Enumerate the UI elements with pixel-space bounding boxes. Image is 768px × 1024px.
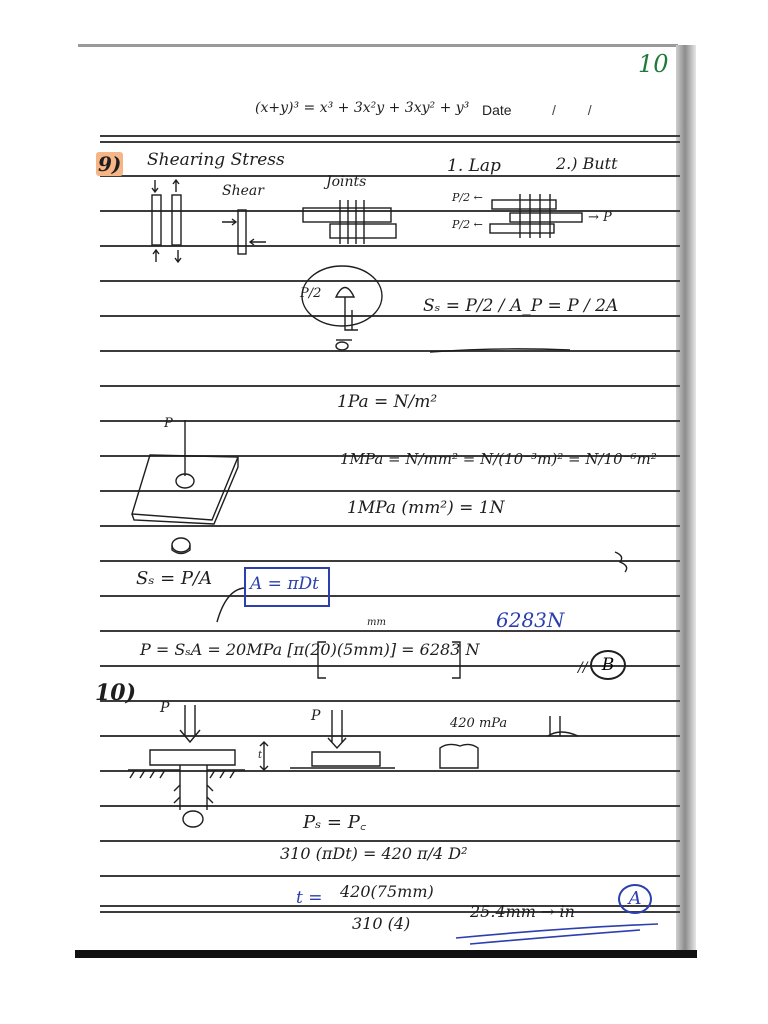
page-number: 10 — [638, 50, 669, 78]
thickness-result: 25.4mm → in — [470, 902, 575, 921]
megapascal-newton: 1MPa (mm²) = 1N — [347, 498, 505, 518]
answer-value: 6283N — [496, 608, 565, 632]
butt-force-right: → P — [588, 210, 612, 225]
stress-label: 420 mPa — [450, 716, 508, 731]
lap-force-bottom: P/2 ← — [452, 218, 483, 231]
shear-stress-formula: Sₛ = P/2 / A_P = P / 2A — [423, 296, 619, 316]
date-label: Date — [482, 102, 512, 118]
binomial-formula: (x+y)³ = x³ + 3x²y + 3xy² + y³ — [255, 100, 470, 116]
answer-letter-b: B — [601, 655, 615, 675]
punch-force-mid: P — [311, 708, 321, 724]
mm-note: mm — [367, 617, 386, 628]
date-slashes: / / — [552, 102, 606, 118]
thickness-mark: t — [258, 750, 263, 761]
pascal-definition: 1Pa = N/m² — [337, 392, 438, 412]
thickness-denominator: 310 (4) — [352, 914, 411, 933]
rivet-force-label: P/2 — [300, 286, 322, 301]
plate-force-label: P — [164, 416, 173, 431]
problem-9-title: Shearing Stress — [147, 150, 285, 170]
punch-force-left: P — [160, 700, 170, 716]
answer-circle-a — [618, 884, 652, 914]
force-equality: Pₛ = P꜀ — [303, 812, 367, 833]
lap-label: 1. Lap — [447, 156, 501, 176]
shear-stress-area: Sₛ = P/A — [136, 568, 213, 589]
problem-10-number: 10) — [95, 680, 137, 706]
joints-label: Joints — [326, 174, 367, 190]
answer-slashes: // — [578, 660, 588, 676]
area-formula: A = πDt — [250, 574, 319, 594]
problem-9-highlight: 9) — [98, 152, 122, 176]
answer-letter-a: A — [628, 888, 642, 909]
force-calculation: P = SₛA = 20MPa [π(20)(5mm)] = 6283 N — [140, 640, 480, 659]
answer-circle-b — [590, 650, 626, 680]
lap-force-top: P/2 ← — [452, 191, 483, 204]
shear-label: Shear — [222, 183, 264, 199]
megapascal-definition: 1MPa = N/mm² = N/(10⁻³m)² = N/10⁻⁶m² — [340, 450, 657, 468]
butt-label: 2.) Butt — [556, 154, 618, 173]
problem-9-number — [96, 152, 123, 176]
force-balance-equation: 310 (πDt) = 420 π/4 D² — [280, 844, 468, 863]
thickness-numerator: 420(75mm) — [340, 882, 434, 901]
thickness-label: t = — [296, 888, 323, 908]
